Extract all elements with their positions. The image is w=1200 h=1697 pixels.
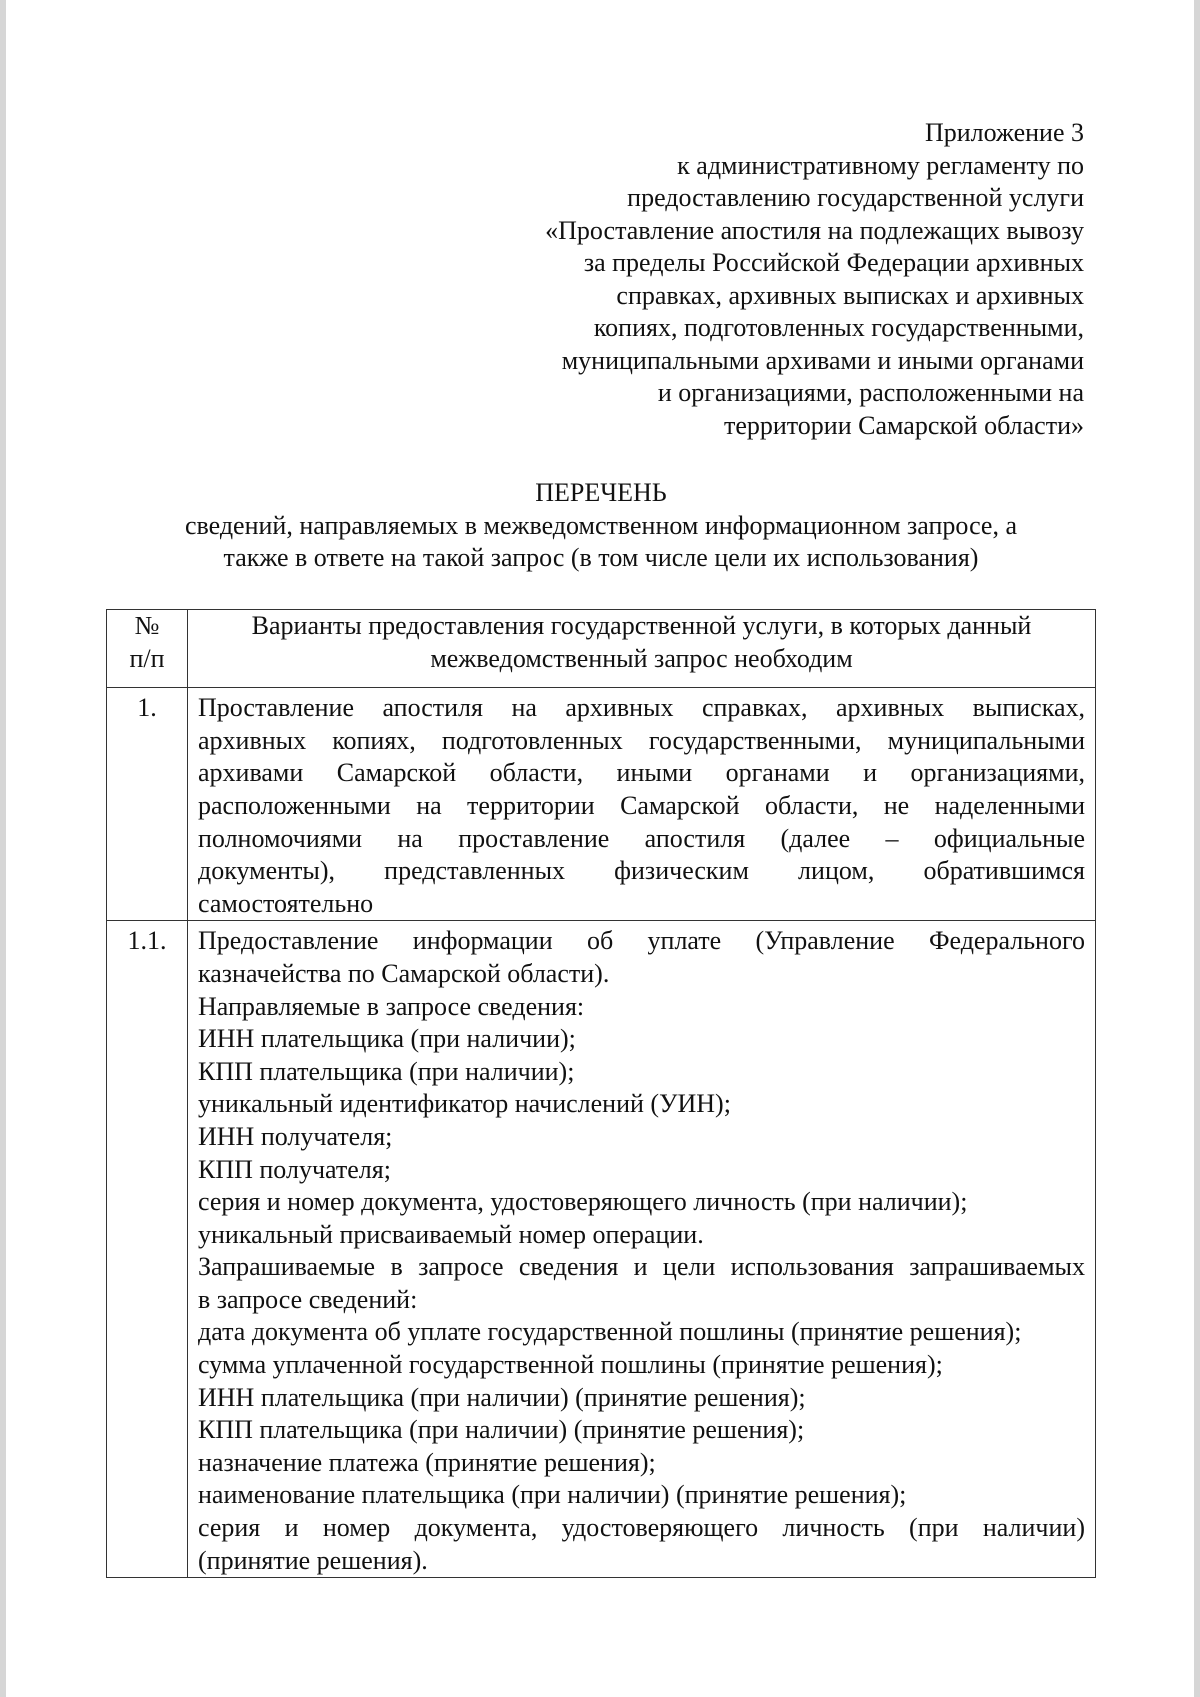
requested-info-item: серия и номер документа, удостоверяющего личность (при наличии)	[198, 1513, 1085, 1543]
document-subtitle-line: также в ответе на такой запрос (в том числе цели их использования)	[223, 543, 979, 572]
header-description-cell	[188, 610, 1096, 688]
sent-info-item: ИНН плательщика (при наличии);	[198, 1024, 576, 1054]
appendix-line: за пределы Российской Федерации архивных	[583, 248, 1084, 277]
row-description	[188, 921, 1096, 1578]
header-number-cell	[107, 610, 188, 688]
text-line: расположенными на территории Самарской области, не наделенными	[198, 790, 1085, 820]
information-list-table	[106, 609, 1096, 1578]
requested-info-item: (принятие решения).	[198, 1545, 428, 1575]
table-row	[107, 688, 1096, 921]
header-description-line: межведомственный запрос необходим	[430, 643, 853, 673]
requested-info-item: наименование плательщика (при наличии) (принятие решения);	[198, 1480, 907, 1510]
text-line: архивных копиях, подготовленных государственными, муниципальными	[198, 725, 1085, 755]
document-heading	[106, 477, 1096, 575]
text-line: архивами Самарской области, иными органами и организациями,	[198, 758, 1085, 788]
text-line: полномочиями на проставление апостиля (далее – официальные	[198, 823, 1085, 853]
requested-info-title: Запрашиваемые в запросе сведения и цели использования запрашиваемых	[198, 1252, 1085, 1282]
sent-info-item: уникальный идентификатор начислений (УИН);	[198, 1089, 731, 1119]
text-line: самостоятельно	[198, 888, 374, 918]
requested-info-item: назначение платежа (принятие решения);	[198, 1447, 656, 1477]
text-line: Предоставление информации об уплате (Управление Федерального	[198, 926, 1085, 956]
appendix-line: предоставлению государственной услуги	[627, 183, 1084, 212]
appendix-line: муниципальными архивами и иными органами	[561, 345, 1084, 375]
appendix-line: копиях, подготовленных государственными,	[593, 313, 1084, 342]
row-description	[188, 688, 1096, 921]
header-description-line: Варианты предоставления государственной услуги, в которых данный	[251, 611, 1032, 640]
appendix-line: Приложение 3	[924, 118, 1084, 147]
requested-info-title: в запросе сведений:	[198, 1284, 418, 1314]
appendix-line: «Проставление апостиля на подлежащих вывозу	[545, 215, 1084, 245]
requested-info-item: дата документа об уплате государственной пошлины (принятие решения);	[198, 1317, 1022, 1347]
sent-info-item: ИНН получателя;	[198, 1121, 393, 1151]
appendix-line: справках, архивных выписках и архивных	[616, 280, 1084, 310]
table-row	[107, 921, 1096, 1578]
requested-info-item: сумма уплаченной государственной пошлины (принятие решения);	[198, 1350, 943, 1380]
row-number: 1.	[107, 688, 188, 921]
text-line: Проставление апостиля на архивных справках, архивных выписках,	[198, 693, 1085, 723]
page-edge-left	[0, 0, 6, 1697]
sent-info-title: Направляемые в запросе сведения:	[198, 991, 585, 1021]
sent-info-item: уникальный присваиваемый номер операции.	[198, 1219, 704, 1249]
text-line: казначейства по Самарской области).	[198, 958, 610, 988]
document-title: ПЕРЕЧЕНЬ	[535, 478, 667, 507]
header-number-line: №	[134, 611, 160, 640]
table-header-row	[107, 610, 1096, 688]
requested-info-item: ИНН плательщика (при наличии) (принятие решения);	[198, 1382, 806, 1412]
header-number-line: п/п	[129, 643, 165, 673]
appendix-line: территории Самарской области»	[723, 410, 1084, 440]
sent-info-item: серия и номер документа, удостоверяющего личность (при наличии);	[198, 1187, 968, 1217]
sent-info-item: КПП плательщика (при наличии);	[198, 1056, 575, 1086]
sent-info-item: КПП получателя;	[198, 1154, 391, 1184]
row-number: 1.1.	[107, 921, 188, 1578]
document-subtitle-line: сведений, направляемых в межведомственном информационном запросе, а	[184, 510, 1018, 540]
requested-info-item: КПП плательщика (при наличии) (принятие решения);	[198, 1415, 805, 1445]
appendix-block	[444, 117, 1084, 442]
appendix-line: к административному регламенту по	[677, 150, 1084, 180]
page-edge-right	[1194, 0, 1200, 1697]
appendix-line: и организациями, расположенными на	[657, 378, 1084, 407]
text-line: документы), представленных физическим лицом, обратившимся	[198, 856, 1085, 886]
